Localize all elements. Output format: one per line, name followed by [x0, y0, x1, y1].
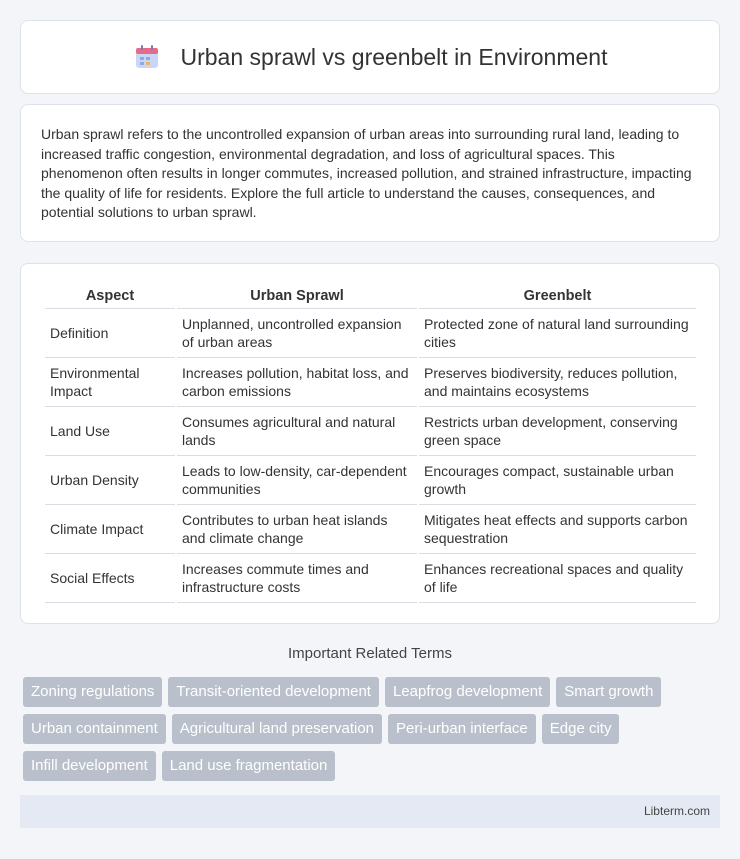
table-cell-urban-sprawl: Increases pollution, habitat loss, and carbon emissions [177, 357, 417, 406]
calendar-icon [133, 43, 161, 71]
header-card [20, 20, 720, 94]
table-cell-greenbelt: Preserves biodiversity, reduces pollution, and maintains ecosystems [419, 357, 696, 406]
table-cell-greenbelt: Encourages compact, sustainable urban growth [419, 455, 696, 504]
table-cell-greenbelt: Restricts urban development, conserving green space [419, 406, 696, 455]
related-term-tag[interactable]: Leapfrog development [385, 677, 550, 707]
table-cell-aspect: Social Effects [45, 553, 175, 603]
table-cell-urban-sprawl: Consumes agricultural and natural lands [177, 406, 417, 455]
comparison-table [43, 286, 698, 603]
intro-text: Urban sprawl refers to the uncontrolled expansion of urban areas into surrounding rural land, leading to increased traffic congestion, environmental degradation, and loss of agricultural spaces. This phenomenon often results in longer commutes, increased pollution, and strained infrastructure, impacting the quality of life for residents. Explore the full article to understand the causes, consequences, and potential solutions to urban sprawl. [41, 126, 692, 221]
table-row [45, 504, 696, 553]
table-cell-greenbelt: Enhances recreational spaces and quality of life [419, 553, 696, 603]
related-term-tag[interactable]: Infill development [23, 751, 156, 781]
related-term-tag[interactable]: Zoning regulations [23, 677, 162, 707]
related-term-tag[interactable]: Land use fragmentation [162, 751, 336, 781]
table-cell-urban-sprawl: Increases commute times and infrastructure costs [177, 553, 417, 603]
column-header-greenbelt: Greenbelt [523, 288, 592, 304]
table-cell-aspect: Urban Density [45, 455, 175, 504]
related-term-tag[interactable]: Smart growth [556, 677, 661, 707]
table-header-row [45, 286, 696, 308]
table-cell-aspect: Land Use [45, 406, 175, 455]
comparison-table-card [20, 263, 720, 624]
related-terms-title: Important Related Terms [288, 645, 452, 662]
related-term-tag[interactable]: Edge city [542, 714, 620, 744]
table-row [45, 455, 696, 504]
table-cell-urban-sprawl: Contributes to urban heat islands and climate change [177, 504, 417, 553]
footer [20, 795, 720, 828]
table-cell-aspect: Environmental Impact [45, 357, 175, 406]
table-cell-urban-sprawl: Leads to low-density, car-dependent communities [177, 455, 417, 504]
intro-card [20, 104, 720, 242]
table-row [45, 357, 696, 406]
related-term-tag[interactable]: Transit-oriented development [168, 677, 379, 707]
related-term-tag[interactable]: Urban containment [23, 714, 166, 744]
table-row [45, 553, 696, 603]
table-cell-aspect: Climate Impact [45, 504, 175, 553]
column-header-urban-sprawl: Urban Sprawl [250, 288, 344, 304]
table-cell-greenbelt: Protected zone of natural land surrounding cities [419, 308, 696, 357]
page-title: Urban sprawl vs greenbelt in Environment [180, 43, 608, 70]
related-term-tag[interactable]: Peri-urban interface [388, 714, 536, 744]
table-row [45, 308, 696, 357]
related-term-tag[interactable]: Agricultural land preservation [172, 714, 382, 744]
column-header-aspect: Aspect [85, 288, 135, 304]
related-terms-list [23, 677, 723, 788]
table-cell-urban-sprawl: Unplanned, uncontrolled expansion of urban areas [177, 308, 417, 357]
table-cell-aspect: Definition [45, 308, 175, 357]
table-cell-greenbelt: Mitigates heat effects and supports carbon sequestration [419, 504, 696, 553]
footer-site-link[interactable]: Libterm.com [643, 804, 710, 818]
table-row [45, 406, 696, 455]
